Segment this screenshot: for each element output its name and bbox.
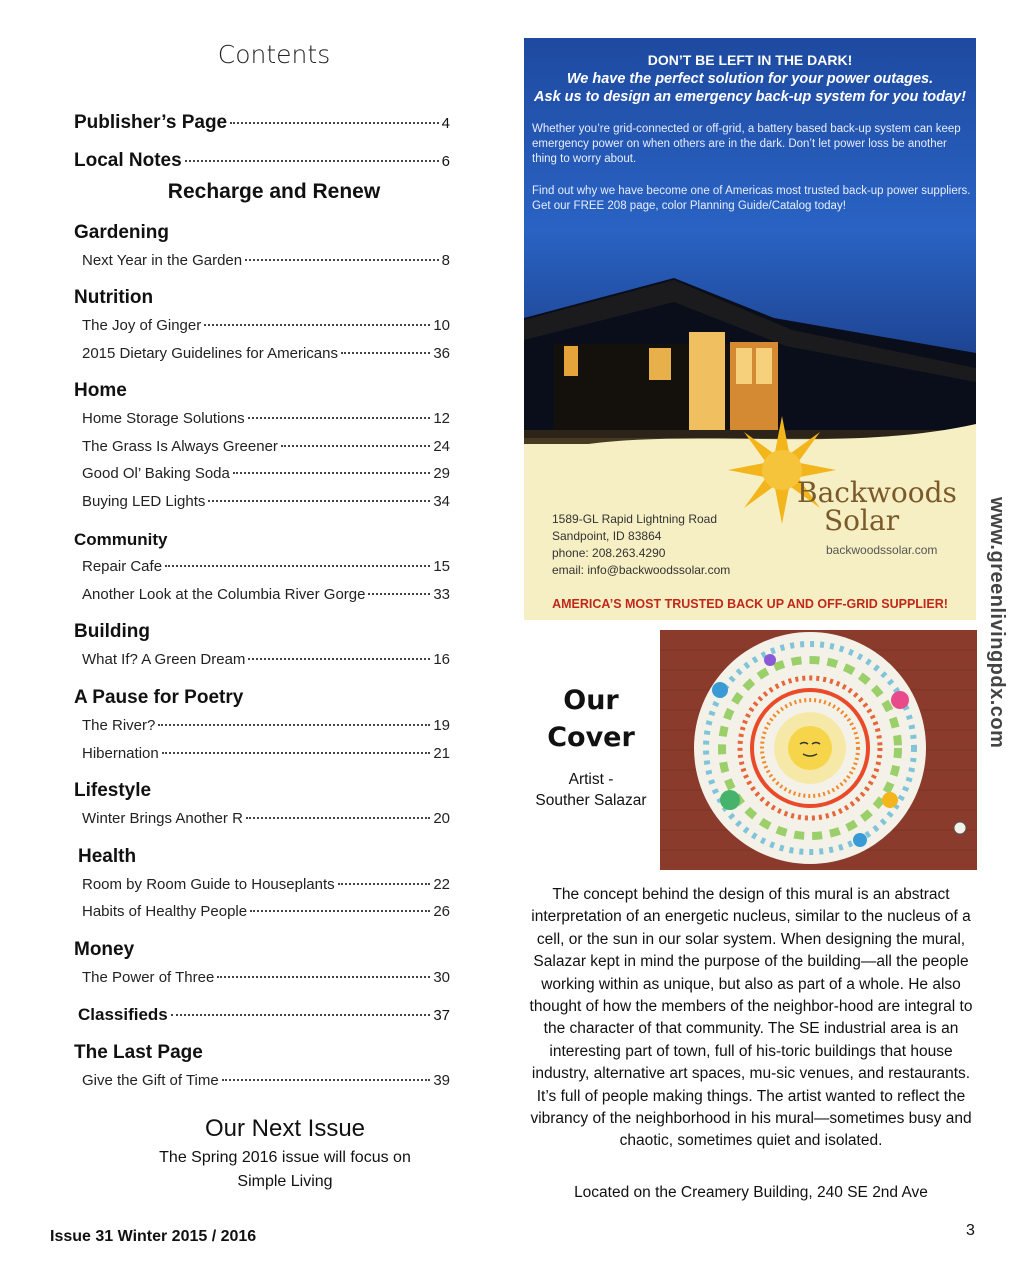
toc-leader — [281, 445, 430, 447]
ad-body-2: Find out why we have become one of Americas most trusted back-up power suppliers. Get our FREE 208 page, color Planning Guide/Catalog today! — [532, 185, 971, 212]
toc-entry[interactable] — [82, 651, 450, 668]
toc-leader — [250, 910, 430, 912]
contents-title: Contents — [217, 40, 331, 69]
toc-entry[interactable] — [82, 969, 450, 986]
toc-label: Habits of Healthy People — [82, 903, 248, 920]
toc-leader — [338, 883, 431, 885]
toc-label: 2015 Dietary Guidelines for Americans — [82, 345, 338, 362]
toc-heading-community: Community — [74, 530, 168, 549]
brand-name-line2: Solar — [824, 504, 900, 537]
toc-label: Repair Cafe — [82, 558, 163, 575]
brand-url[interactable]: backwoodssolar.com — [826, 543, 938, 557]
toc-page: 39 — [433, 1072, 450, 1089]
ad-body-1: Whether you’re grid-connected or off-grid, a battery based back-up system can keep emergency power on when others are in the dark. Don’t let power loss be another thing to worry about. — [532, 123, 961, 165]
toc-label: Publisher’s Page — [74, 112, 228, 133]
brand-name-line1: Backwoods — [797, 476, 957, 509]
toc-entry[interactable] — [82, 810, 450, 827]
toc-heading-health: Health — [78, 846, 137, 867]
cover-title-line2: Cover — [547, 722, 635, 753]
toc-page: 37 — [433, 1007, 450, 1024]
toc-entry[interactable] — [82, 493, 450, 510]
toc-page: 15 — [433, 558, 450, 575]
toc-label: The Grass Is Always Greener — [82, 438, 278, 455]
toc-label: Good Ol’ Baking Soda — [82, 465, 230, 482]
toc-label: Give the Gift of Time — [82, 1072, 219, 1089]
toc-leader — [246, 817, 430, 819]
toc-label: Buying LED Lights — [82, 493, 206, 510]
toc-page: 16 — [433, 651, 450, 668]
mural-image — [660, 630, 977, 870]
toc-page: 26 — [433, 903, 450, 920]
toc-heading-lifestyle: Lifestyle — [74, 780, 152, 801]
toc-entry-classifieds[interactable] — [78, 1005, 450, 1025]
toc-leader — [341, 352, 430, 354]
toc-entry[interactable] — [82, 252, 450, 269]
toc-label: Next Year in the Garden — [82, 252, 243, 269]
toc-entry[interactable] — [82, 745, 450, 762]
toc-page: 36 — [433, 345, 450, 362]
toc-label: Room by Room Guide to Houseplants — [82, 876, 335, 893]
toc-label: What If? A Green Dream — [82, 651, 246, 668]
toc-page: 22 — [433, 876, 450, 893]
website-text: www.greenlivingpdx.com — [986, 497, 1008, 749]
ad-address-line1: 1589-GL Rapid Lightning Road — [552, 512, 718, 526]
toc-heading-poetry: A Pause for Poetry — [74, 687, 244, 708]
cover-artist-name: Souther Salazar — [535, 792, 647, 809]
ad-email[interactable]: email: info@backwoodssolar.com — [552, 563, 731, 577]
toc-leader — [217, 976, 430, 978]
toc-label: The River? — [82, 717, 156, 734]
toc-page: 29 — [433, 465, 450, 482]
toc-label: Home Storage Solutions — [82, 410, 245, 427]
next-issue-title: Our Next Issue — [204, 1115, 366, 1142]
toc-heading-building: Building — [74, 621, 150, 642]
toc-label: The Power of Three — [82, 969, 215, 986]
toc-entry[interactable] — [82, 586, 450, 603]
toc-leader — [368, 593, 430, 595]
toc-entry[interactable] — [82, 345, 450, 362]
backwoods-solar-ad[interactable] — [524, 38, 976, 620]
toc-page: 12 — [433, 410, 450, 427]
toc-entry[interactable] — [82, 717, 450, 734]
toc-leader — [185, 160, 439, 162]
toc-page: 4 — [441, 115, 450, 132]
toc-leader — [245, 259, 439, 261]
toc-label: Classifieds — [78, 1005, 168, 1024]
toc-heading-gardening: Gardening — [74, 222, 170, 243]
next-issue-line2: Simple Living — [237, 1173, 333, 1190]
toc-entry[interactable] — [82, 903, 450, 920]
toc-label: Local Notes — [74, 150, 182, 171]
toc-page: 30 — [433, 969, 450, 986]
toc-heading-home: Home — [74, 380, 127, 401]
toc-page: 21 — [433, 745, 450, 762]
toc-entry-publishers-page[interactable] — [74, 112, 450, 134]
toc-label: The Joy of Ginger — [82, 317, 202, 334]
toc-leader — [230, 122, 439, 124]
toc-page: 33 — [433, 586, 450, 603]
cover-title — [528, 682, 654, 756]
ad-tagline: AMERICA’S MOST TRUSTED BACK UP AND OFF-GRID SUPPLIER! — [552, 597, 948, 611]
ad-address-line2: Sandpoint, ID 83864 — [552, 529, 662, 543]
toc-heading-last-page: The Last Page — [74, 1042, 203, 1063]
toc-leader — [158, 724, 430, 726]
toc-entry[interactable] — [82, 465, 450, 482]
toc-page: 10 — [433, 317, 450, 334]
toc-page: 34 — [433, 493, 450, 510]
toc-entry[interactable] — [82, 876, 450, 893]
toc-leader — [165, 565, 430, 567]
toc-page: 8 — [441, 252, 450, 269]
toc-entry[interactable] — [82, 317, 450, 334]
page-number: 3 — [966, 1222, 975, 1239]
cover-description: The concept behind the design of this mural is an abstract interpretation of an energetic nucleus, similar to the nucleus of a cell, or the sun in our solar system. When designing the mural, Salazar kept in mind the purpose of the building—all the people working within as unique, but also as part of a whole. He also thought of how the members of the neighbor-hood are integral to the character of that community. The SE industrial area is an interesting part of town, full of his-toric buildings that house industry, alternative art spaces, mu-sic venues, and restaurants. It’s full of people making things. The artist wanted to reflect the vibrancy of the neighborhood in his mural—sometimes busy and chaotic, sometimes quiet and isolated. — [529, 886, 973, 1150]
ad-phone[interactable]: phone: 208.263.4290 — [552, 546, 666, 560]
toc-leader — [171, 1014, 431, 1016]
toc-label: Hibernation — [82, 745, 159, 762]
issue-label: Issue 31 Winter 2015 / 2016 — [50, 1228, 257, 1245]
cover-artist-label: Artist - — [568, 771, 614, 788]
toc-label: Another Look at the Columbia River Gorge — [82, 586, 366, 603]
website-url[interactable] — [981, 497, 1011, 762]
toc-heading-nutrition: Nutrition — [74, 287, 154, 308]
toc-leader — [162, 752, 431, 754]
toc-leader — [204, 324, 430, 326]
next-issue-line1: The Spring 2016 issue will focus on — [159, 1149, 411, 1166]
ad-headline: DON’T BE LEFT IN THE DARK! — [647, 52, 853, 68]
toc-leader — [222, 1079, 431, 1081]
toc-page: 19 — [433, 717, 450, 734]
toc-entry[interactable] — [82, 1072, 450, 1089]
toc-entry[interactable] — [82, 410, 450, 427]
toc-page: 20 — [433, 810, 450, 827]
toc-entry-local-notes[interactable] — [74, 150, 450, 172]
cover-title-line1: Our — [563, 685, 619, 716]
toc-leader — [233, 472, 430, 474]
toc-entry[interactable] — [82, 558, 450, 575]
toc-entry[interactable] — [82, 438, 450, 455]
toc-label: Winter Brings Another R — [82, 810, 243, 827]
section-title: Recharge and Renew — [167, 180, 381, 203]
toc-leader — [208, 500, 430, 502]
ad-subheadline-2: Ask us to design an emergency back-up system for you today! — [534, 89, 966, 105]
toc-leader — [248, 658, 430, 660]
toc-leader — [248, 417, 431, 419]
toc-heading-money: Money — [74, 939, 135, 960]
ad-subheadline-1: We have the perfect solution for your power outages. — [566, 71, 934, 87]
toc-page: 6 — [441, 153, 450, 170]
cover-location: Located on the Creamery Building, 240 SE 2nd Ave — [574, 1184, 928, 1201]
toc-page: 24 — [433, 438, 450, 455]
